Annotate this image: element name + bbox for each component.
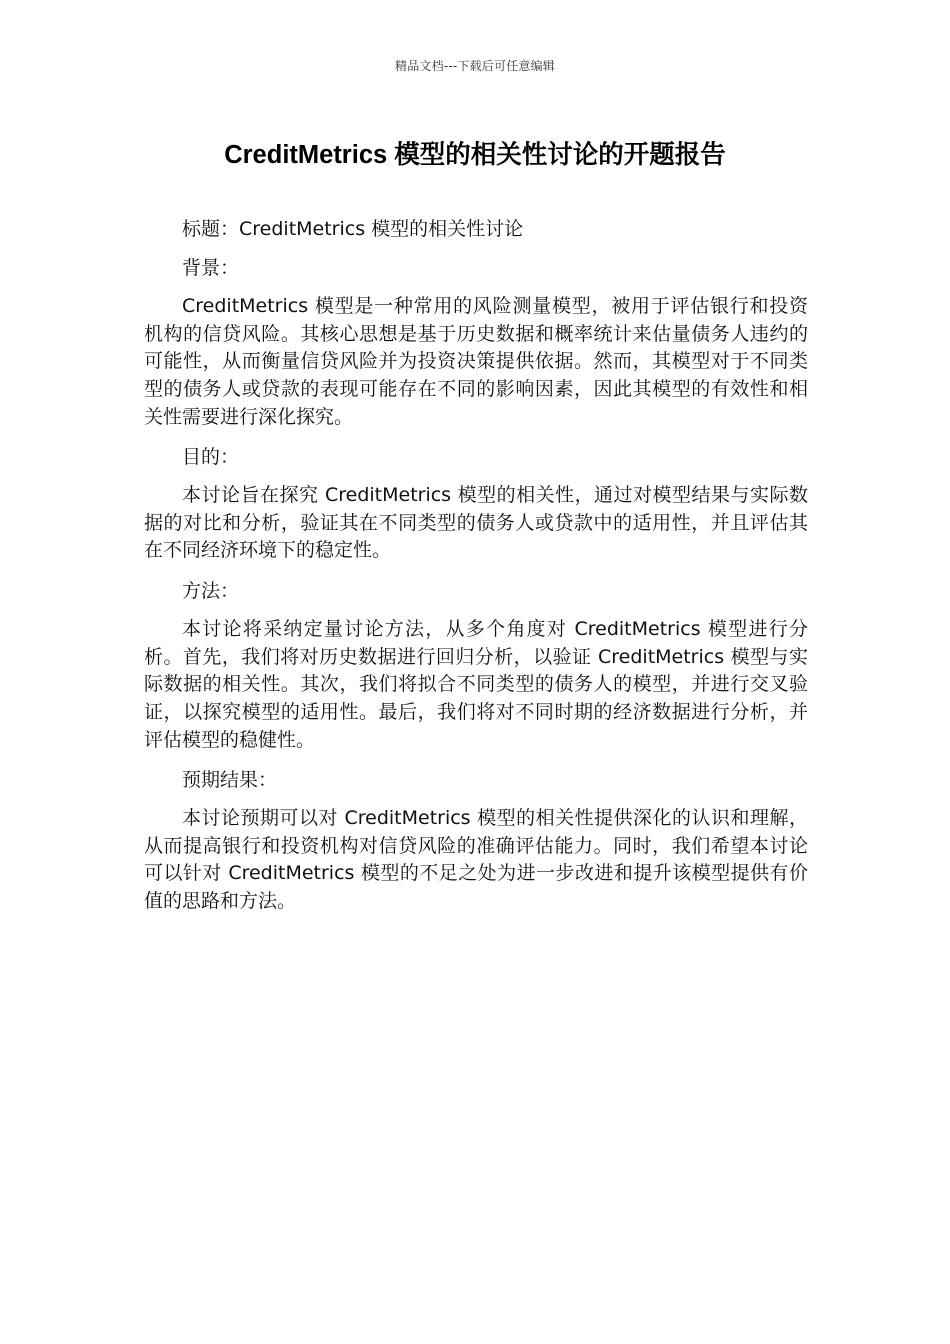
section-heading-expected-results: 预期结果： <box>182 768 278 791</box>
document-title: CreditMetrics 模型的相关性讨论的开题报告 <box>224 141 726 169</box>
document-body <box>144 216 808 928</box>
section-heading-purpose: 目的： <box>182 445 240 468</box>
section-heading-method: 方法： <box>182 579 240 602</box>
page-header-note: 精品文档---下载后可任意编辑 <box>395 59 555 73</box>
paragraph-purpose: 本讨论旨在探究 CreditMetrics 模型的相关性，通过对模型结果与实际数据的对比和分析，验证其在不同类型的债务人或贷款中的适用性，并且评估其在不同经济环境下的稳定性。 <box>144 484 808 562</box>
paragraph-expected-results: 本讨论预期可以对 CreditMetrics 模型的相关性提供深化的认识和理解，从而提高银行和投资机构对信贷风险的准确评估能力。同时，我们希望本讨论可以针对 CreditMetrics 模型的不足之处为进一步改进和提升该模型提供有价值的思路和方法。 <box>144 807 808 912</box>
paragraph-method: 本讨论将采纳定量讨论方法，从多个角度对 CreditMetrics 模型进行分析。首先，我们将对历史数据进行回归分析，以验证 CreditMetrics 模型与实际数据的相关性。其次，我们将拟合不同类型的债务人的模型，并进行交叉验证，以探究模型的适用性。最后，我们将对不同时期的经济数据进行分析，并评估模型的稳健性。 <box>144 618 808 751</box>
paragraph-background: CreditMetrics 模型是一种常用的风险测量模型，被用于评估银行和投资机构的信贷风险。其核心思想是基于历史数据和概率统计来估量债务人违约的可能性，从而衡量信贷风险并为投资决策提供依据。然而，其模型对于不同类型的债务人或贷款的表现可能存在不同的影响因素，因此其模型的有效性和相关性需要进行深化探究。 <box>144 295 808 428</box>
paragraph-subject: 标题：CreditMetrics 模型的相关性讨论 <box>182 218 524 240</box>
section-heading-background: 背景： <box>182 256 240 279</box>
